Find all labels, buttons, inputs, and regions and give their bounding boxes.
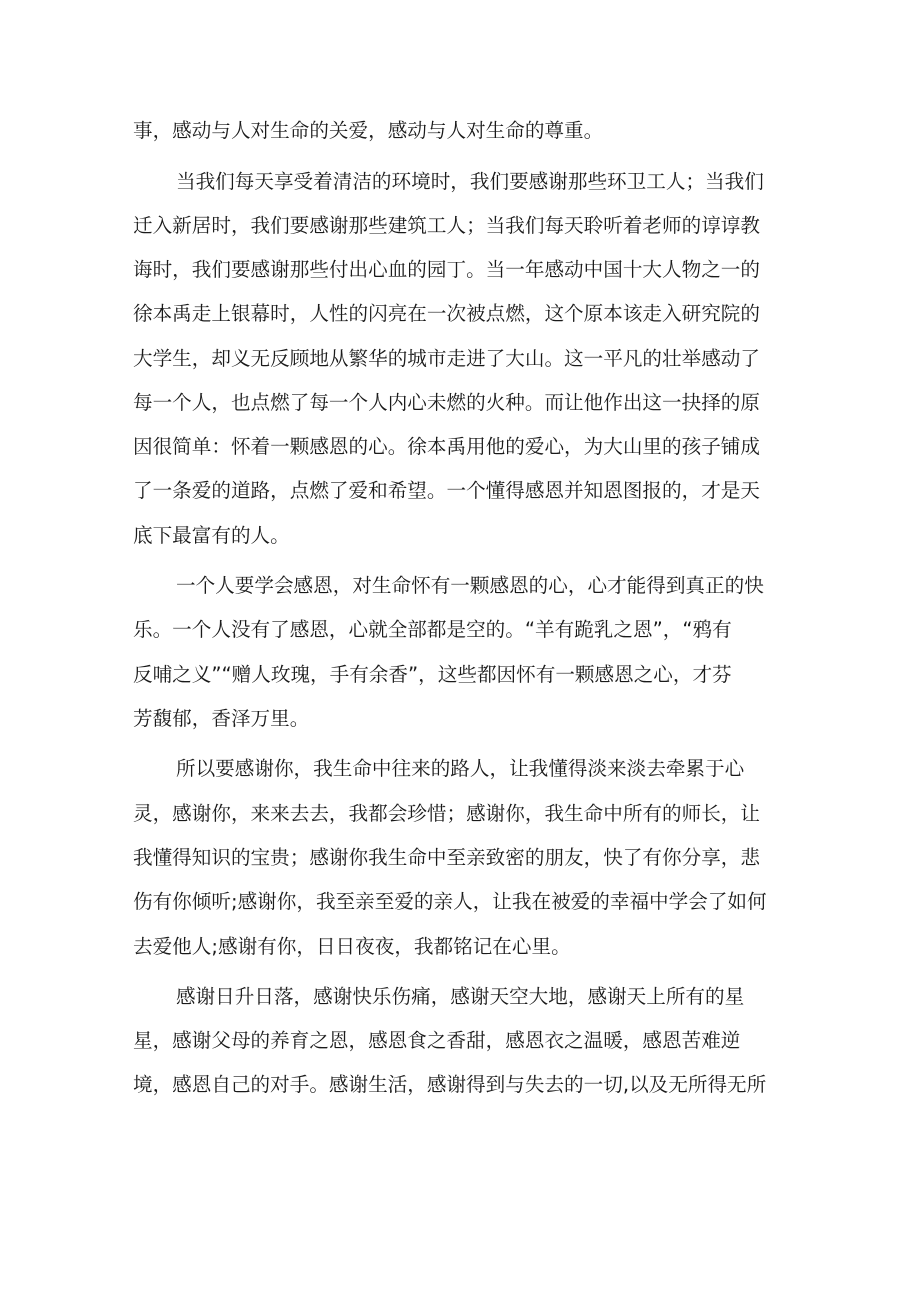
text-line: 伤有你倾听;感谢你，我至亲至爱的亲人，让我在被爱的幸福中学会了如何 [133,890,767,913]
text-line: 底下最富有的人。 [133,524,290,547]
text-line: 星，感谢父母的养育之恩，感恩食之香甜，感恩衣之温暖，感恩苦难逆 [133,1029,741,1052]
text-line: 因很简单：怀着一颗感恩的心。徐本禹用他的爱心，为大山里的孩子铺成 [133,435,760,458]
text-line: 去爱他人;感谢有你，日日夜夜，我都铭记在心里。 [133,935,571,958]
paragraph-first-line: 所以要感谢你，我生命中往来的路人，让我懂得淡来淡去牵累于心 [176,757,745,780]
text-line: 我懂得知识的宝贵；感谢你我生命中至亲致密的朋友，快了有你分享，悲 [133,846,760,869]
text-line: 徐本禹走上银幕时，人性的闪亮在一次被点燃，这个原本该走入研究院的 [133,302,760,325]
text-line: 乐。一个人没有了感恩，心就全部都是空的。“羊有跪乳之恩”，“鸦有 [133,618,732,641]
paragraph-first-line: 一个人要学会感恩，对生命怀有一颗感恩的心，心才能得到真正的快 [176,574,764,597]
text-line: 了一条爱的道路，点燃了爱和希望。一个懂得感恩并知恩图报的，才是天 [133,479,760,502]
text-line: 迁入新居时，我们要感谢那些建筑工人；当我们每天聆听着老师的谆谆教 [133,214,760,237]
paragraph-first-line: 感谢日升日落，感谢快乐伤痛，感谢天空大地，感谢天上所有的星 [176,985,745,1008]
text-line: 反哺之义”“赠人玫瑰，手有余香”，这些都因怀有一颗感恩之心，才芬 [133,663,732,686]
text-line: 大学生，却义无反顾地从繁华的城市走进了大山。这一平凡的壮举感动了 [133,347,760,370]
text-line: 每一个人，也点燃了每一个人内心未燃的火种。而让他作出这一抉择的原 [133,391,760,414]
text-line: 事，感动与人对生命的关爱，感动与人对生命的尊重。 [133,119,604,142]
text-line: 诲时，我们要感谢那些付出心血的园丁。当一年感动中国十大人物之一的 [133,258,760,281]
text-line: 灵，感谢你，来来去去，我都会珍惜；感谢你，我生命中所有的师长，让 [133,802,760,825]
text-line: 境，感恩自己的对手。感谢生活，感谢得到与失去的一切,以及无所得无所 [133,1073,767,1096]
text-line: 芳馥郁，香泽万里。 [133,707,310,730]
paragraph-first-line: 当我们每天享受着清洁的环境时，我们要感谢那些环卫工人；当我们 [176,170,764,193]
